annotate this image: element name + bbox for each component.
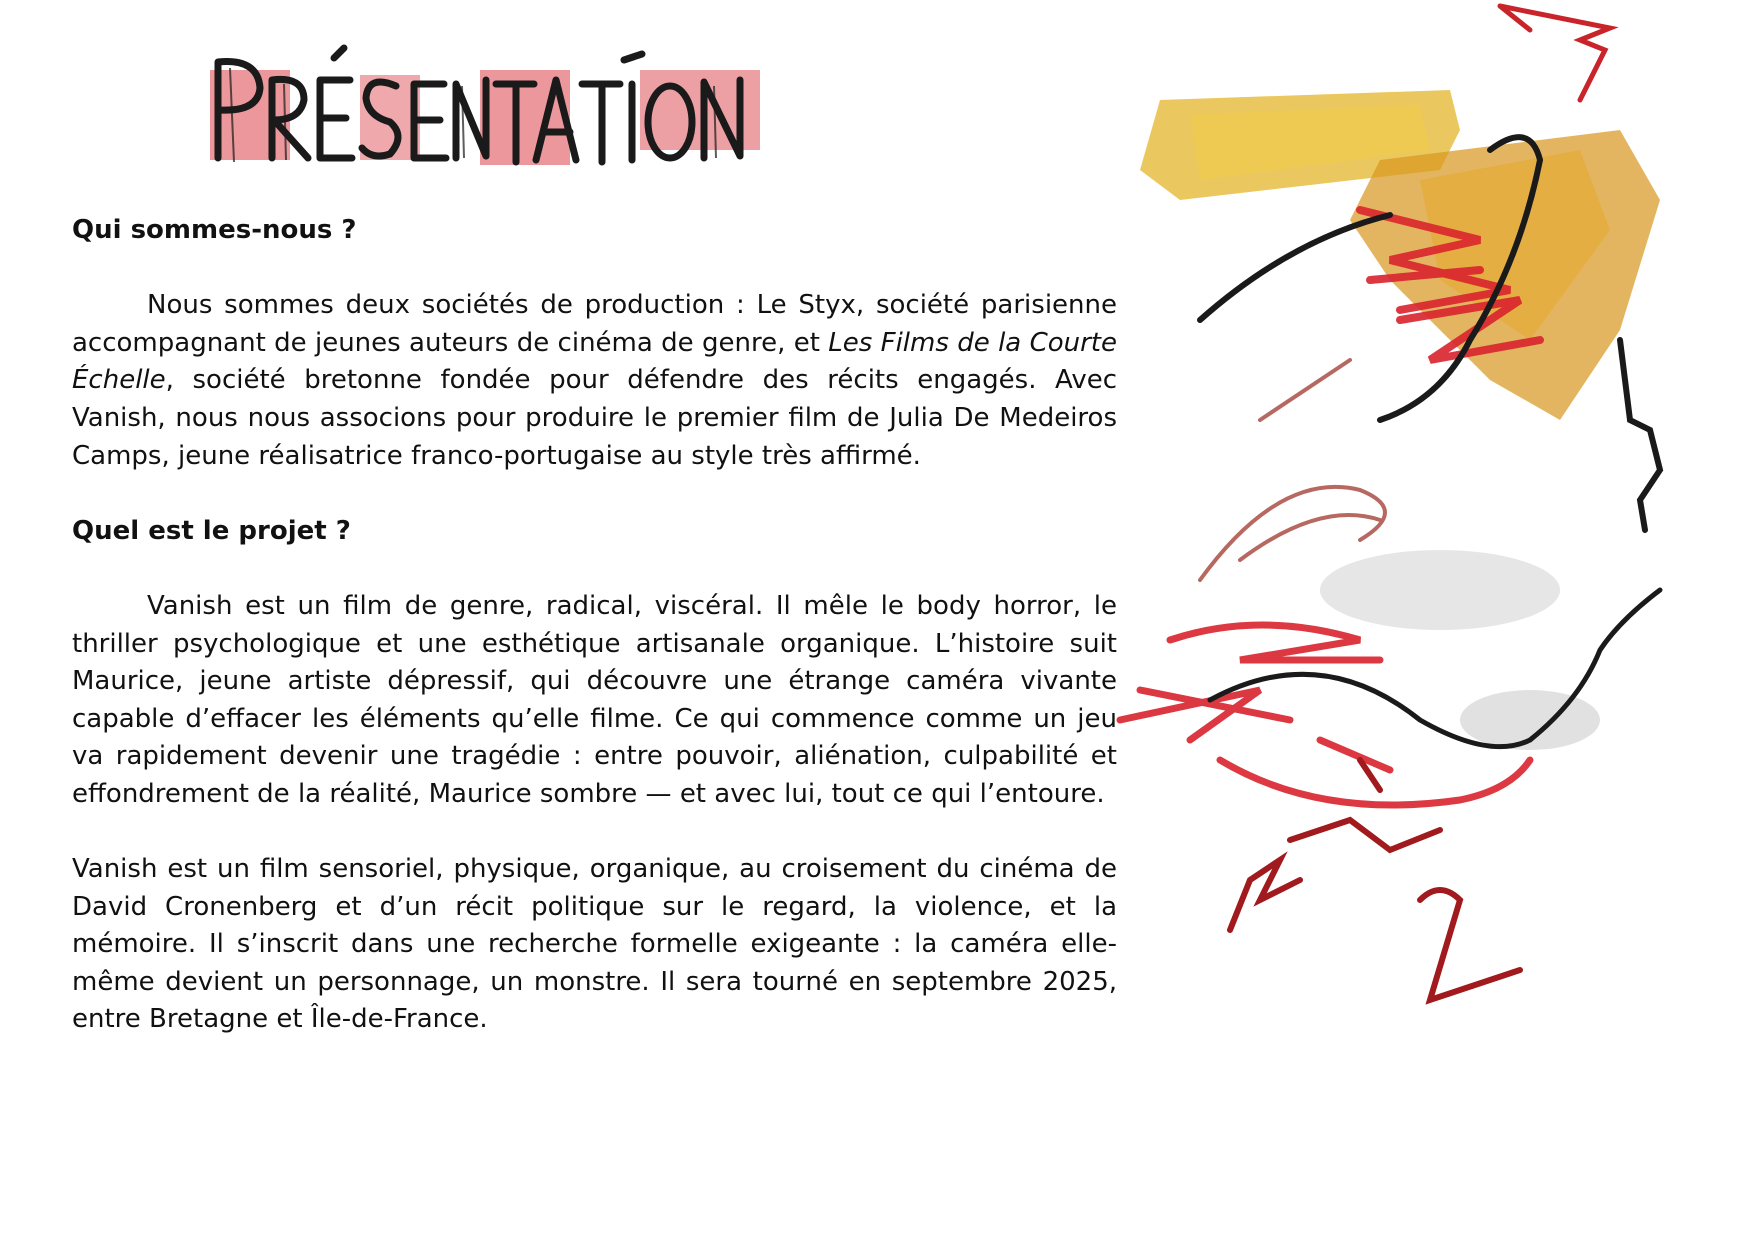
paragraph-project: Vanish est un film de genre, radical, viscéral. Il mêle le body horror, le thriller psychologique et une esthétique artisanale organique. L’histoire suit Maurice, jeune artiste dépressif, qui découvre une étrange caméra vivante capable d’effacer les éléments qu’elle filme. Ce qui commence comme un jeu va rapidement devenir une tragédie : entre pouvoir, aliénation, culpabilité et effondrement de la réalité, Maurice sombre — et avec lui, tout ce qui l’entoure. xyxy=(72,590,1117,809)
paragraph-project-2: Vanish est un film sensoriel, physique, organique, au croisement du cinéma de David Cronenberg et d’un récit politique sur le regard, la violence, et la mémoire. Il s’inscrit dans une recherche formelle exigeante : la caméra elle-même devient un personnage, un monstre. Il sera tourné en septembre 2025, entre Bretagne et Île-de-France. xyxy=(72,854,1117,1035)
title-logo xyxy=(200,40,780,180)
paragraph-who-part1: Nous sommes deux sociétés de production : Le Styx, société parisienne accompagnant de jeunes auteurs de cinéma de genre, et xyxy=(72,290,1117,358)
abstract-artwork-illustration xyxy=(1060,0,1754,1030)
section-heading-who: Qui sommes-nous ? xyxy=(72,215,357,245)
paragraph-who-part2: , société bretonne fondée pour défendre des récits engagés. Avec Vanish, nous nous associons pour produire le premier film de Julia De Medeiros Camps, jeune réalisatrice franco-portugaise au style très affirmé. xyxy=(72,365,1117,471)
paragraph-who-italic: Les Films de la Courte Échelle xyxy=(72,327,1117,396)
paragraph-who xyxy=(72,287,1117,475)
text-column xyxy=(72,212,1117,1039)
section-heading-project: Quel est le projet ? xyxy=(72,515,351,546)
